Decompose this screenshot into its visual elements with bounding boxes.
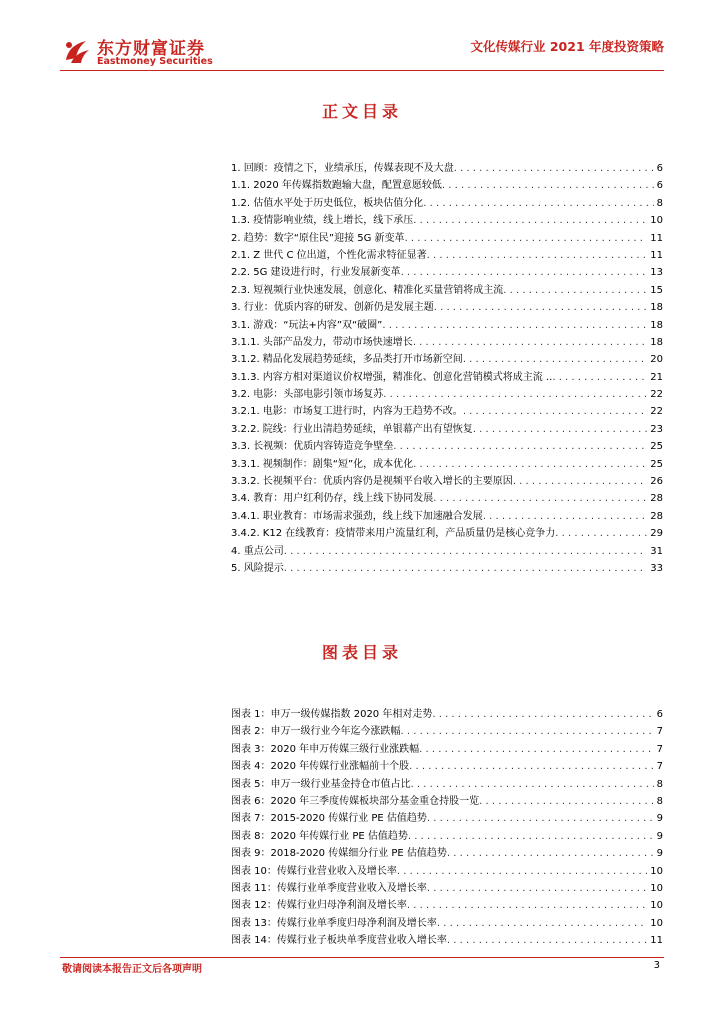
toc-entry[interactable] <box>231 334 663 351</box>
entry-page-number: 21 <box>650 371 663 383</box>
disclaimer-note: 敬请阅读本报告正文后各项声明 <box>62 964 202 975</box>
entry-label: 3.4. 教育：用户红利仍存，线上线下协同发展 <box>231 493 434 505</box>
figure-entry[interactable] <box>231 758 663 775</box>
entry-label: 2. 趋势：数字“原住民”迎接 5G 新变革 <box>231 232 405 244</box>
dot-leader <box>463 351 647 368</box>
figure-entry[interactable] <box>231 897 663 914</box>
page-number: 3 <box>653 960 660 971</box>
entry-page-number: 11 <box>650 935 663 947</box>
brand-name-en: Eastmoney Securities <box>97 56 213 67</box>
dot-leader <box>454 160 654 177</box>
figure-entry[interactable] <box>231 810 663 827</box>
dot-leader <box>284 543 648 560</box>
entry-page-number: 6 <box>656 180 663 192</box>
entry-label: 图表 3：2020 年申万传媒三级行业涨跌幅 <box>231 743 420 755</box>
entry-page-number: 18 <box>650 319 663 331</box>
dot-leader <box>447 932 647 949</box>
dot-leader <box>284 560 648 577</box>
report-title: 文化传媒行业 2021 年度投资策略 <box>470 39 664 54</box>
dot-leader <box>473 421 647 438</box>
entry-page-number: 31 <box>650 545 663 557</box>
dot-leader <box>479 793 653 810</box>
entry-label: 3.2. 电影：头部电影引领市场复苏 <box>231 389 384 401</box>
dot-leader <box>423 195 653 212</box>
entry-label: 图表 6：2020 年三季度传媒板块部分基金重仓持股一览 <box>231 795 480 807</box>
entry-page-number: 10 <box>650 917 663 929</box>
toc-entry[interactable] <box>231 386 663 403</box>
dot-leader <box>442 177 654 194</box>
figure-entry[interactable] <box>231 863 663 880</box>
entry-page-number: 13 <box>650 267 663 279</box>
entry-page-number: 8 <box>656 197 663 209</box>
toc-entry[interactable] <box>231 560 663 577</box>
entry-label: 图表 9：2018-2020 传媒细分行业 PE 估值趋势 <box>231 848 447 860</box>
entry-label: 3.1.1. 头部产品发力，带动市场快速增长 <box>231 336 413 348</box>
entry-label: 2.2. 5G 建设进行时，行业发展新变革 <box>231 267 401 279</box>
figure-entry[interactable] <box>231 932 663 949</box>
figures-list <box>231 706 663 949</box>
toc-entry[interactable] <box>231 473 663 490</box>
figure-entry[interactable] <box>231 776 663 793</box>
toc-entry[interactable] <box>231 351 663 368</box>
entry-page-number: 33 <box>650 562 663 574</box>
entry-page-number: 28 <box>650 510 663 522</box>
entry-label: 3.1.2. 精品化发展趋势延续，多品类打开市场新空间 <box>231 354 463 366</box>
entry-page-number: 9 <box>656 813 663 825</box>
entry-page-number: 18 <box>650 336 663 348</box>
dot-leader <box>408 828 654 845</box>
dot-leader <box>427 880 647 897</box>
brand-name-cn: 东方财富证券 <box>97 39 205 59</box>
entry-label: 图表 14：传媒行业子板块单季度营业收入增长率 <box>231 935 447 947</box>
dot-leader <box>413 456 647 473</box>
dot-leader <box>413 212 647 229</box>
entry-label: 图表 4：2020 年传媒行业涨幅前十个股 <box>231 761 410 773</box>
entry-page-number: 15 <box>650 284 663 296</box>
entry-page-number: 7 <box>656 726 663 738</box>
entry-label: 2.3. 短视频行业快速发展，创意化、精准化买量营销将成主流 <box>231 284 504 296</box>
entry-page-number: 22 <box>650 389 663 401</box>
entry-label: 3.4.2. K12 在线教育：疫情带来用户流量红利，产品质量仍是核心竞争力 <box>231 528 556 540</box>
eastmoney-logo-icon <box>62 36 92 66</box>
entry-page-number: 7 <box>656 761 663 773</box>
dot-leader <box>463 403 647 420</box>
entry-page-number: 10 <box>650 882 663 894</box>
entry-label: 4. 重点公司 <box>231 545 284 557</box>
toc-entry[interactable] <box>231 195 663 212</box>
dot-leader <box>427 247 648 264</box>
entry-label: 图表 8：2020 年传媒行业 PE 估值趋势 <box>231 830 408 842</box>
dot-leader <box>552 369 647 386</box>
entry-label: 图表 10：传媒行业营业收入及增长率 <box>231 865 397 877</box>
entry-label: 3.3.2. 长视频平台：优质内容仍是视频平台收入增长的主要原因 <box>231 476 513 488</box>
entry-page-number: 22 <box>650 406 663 418</box>
toc-entry[interactable] <box>231 160 663 177</box>
dot-leader <box>409 758 653 775</box>
entry-page-number: 25 <box>650 441 663 453</box>
dot-leader <box>393 438 647 455</box>
entry-label: 5. 风险提示 <box>231 562 284 574</box>
figures-title: 图表目录 <box>321 643 402 662</box>
figure-entry[interactable] <box>231 915 663 932</box>
entry-label: 图表 5：申万一级行业基金持仓市值占比 <box>231 778 411 790</box>
entry-page-number: 10 <box>650 900 663 912</box>
entry-label: 图表 13：传媒行业单季度归母净利润及增长率 <box>231 917 437 929</box>
figure-entry[interactable] <box>231 723 663 740</box>
entry-page-number: 6 <box>656 162 663 174</box>
figure-entry[interactable] <box>231 880 663 897</box>
entry-label: 3.1.3. 内容方相对渠道议价权增强，精准化、创意化营销模式将成主流 .. <box>231 371 553 383</box>
entry-label: 图表 2：申万一级行业今年迄今涨跌幅 <box>231 726 401 738</box>
entry-label: 1. 回顾：疫情之下，业绩承压，传媒表现不及大盘 <box>231 162 454 174</box>
toc-entry[interactable] <box>231 177 663 194</box>
entry-label: 图表 11：传媒行业单季度营业收入及增长率 <box>231 882 427 894</box>
entry-label: 1.3. 疫情影响业绩，线上增长，线下承压 <box>231 215 414 227</box>
toc-entry[interactable] <box>231 282 663 299</box>
entry-page-number: 8 <box>656 795 663 807</box>
toc-entry[interactable] <box>231 247 663 264</box>
toc-entry[interactable] <box>231 490 663 507</box>
entry-page-number: 9 <box>656 830 663 842</box>
entry-page-number: 26 <box>650 476 663 488</box>
dot-leader <box>419 741 653 758</box>
dot-leader <box>407 897 647 914</box>
toc-entry[interactable] <box>231 317 663 334</box>
entry-page-number: 11 <box>650 249 663 261</box>
dot-leader <box>483 508 647 525</box>
entry-label: 3.4.1. 职业教育：市场需求强劲，线上线下加速融合发展 <box>231 510 483 522</box>
dot-leader <box>401 264 648 281</box>
entry-page-number: 11 <box>650 232 663 244</box>
figure-entry[interactable] <box>231 741 663 758</box>
entry-page-number: 10 <box>650 215 663 227</box>
entry-page-number: 10 <box>650 865 663 877</box>
entry-label: 3.2.2. 院线：行业出清趋势延续，单银幕产出有望恢复 <box>231 423 473 435</box>
toc-entry[interactable] <box>231 421 663 438</box>
contents-list <box>231 160 663 577</box>
toc-entry[interactable] <box>231 264 663 281</box>
entry-label: 3.1. 游戏：“玩法+内容”双“破圈” <box>231 319 383 331</box>
dot-leader <box>434 299 648 316</box>
toc-entry[interactable] <box>231 525 663 542</box>
toc-entry[interactable] <box>231 508 663 525</box>
dot-leader <box>411 776 654 793</box>
entry-label: 1.2. 估值水平处于历史低位，板块估值分化 <box>231 197 424 209</box>
entry-page-number: 28 <box>650 493 663 505</box>
figure-entry[interactable] <box>231 706 663 723</box>
contents-title: 正文目录 <box>321 102 402 121</box>
entry-page-number: 8 <box>656 778 663 790</box>
entry-page-number: 6 <box>656 708 663 720</box>
entry-label: 3.3. 长视频：优质内容铸造竞争壁垒 <box>231 441 394 453</box>
toc-entry[interactable] <box>231 369 663 386</box>
entry-label: 1.1. 2020 年传媒指数跑输大盘，配置意愿较低 <box>231 180 442 192</box>
header-divider <box>60 70 664 71</box>
toc-entry[interactable] <box>231 543 663 560</box>
entry-page-number: 7 <box>656 743 663 755</box>
dot-leader <box>382 317 647 334</box>
entry-page-number: 20 <box>650 354 663 366</box>
toc-entry[interactable] <box>231 438 663 455</box>
dot-leader <box>503 282 647 299</box>
entry-label: 3. 行业：优质内容的研发、创新仍是发展主题 <box>231 302 434 314</box>
entry-label: 图表 12：传媒行业归母净利润及增长率 <box>231 900 407 912</box>
dot-leader <box>401 723 654 740</box>
dot-leader <box>433 490 647 507</box>
footer-divider <box>60 957 664 958</box>
entry-page-number: 25 <box>650 458 663 470</box>
dot-leader <box>383 386 647 403</box>
entry-label: 图表 7：2015-2020 传媒行业 PE 估值趋势 <box>231 813 427 825</box>
entry-label: 3.2.1. 电影：市场复工进行时，内容为王趋势不改。 <box>231 406 463 418</box>
dot-leader <box>397 863 647 880</box>
dot-leader <box>427 810 654 827</box>
figure-entry[interactable] <box>231 845 663 862</box>
toc-entry[interactable] <box>231 212 663 229</box>
toc-entry[interactable] <box>231 230 663 247</box>
entry-label: 3.3.1. 视频制作：剧集“短”化，成本优化 <box>231 458 414 470</box>
entry-page-number: 23 <box>650 423 663 435</box>
entry-label: 图表 1：申万一级传媒指数 2020 年相对走势 <box>231 708 433 720</box>
entry-page-number: 18 <box>650 302 663 314</box>
dot-leader <box>405 230 648 247</box>
dot-leader <box>432 706 653 723</box>
dot-leader <box>437 915 647 932</box>
entry-page-number: 9 <box>656 848 663 860</box>
dot-leader <box>555 525 647 542</box>
dot-leader <box>447 845 654 862</box>
page-header <box>0 0 724 74</box>
toc-entry[interactable] <box>231 403 663 420</box>
entry-page-number: 29 <box>650 528 663 540</box>
toc-entry[interactable] <box>231 299 663 316</box>
figure-entry[interactable] <box>231 828 663 845</box>
dot-leader <box>513 473 647 490</box>
figure-entry[interactable] <box>231 793 663 810</box>
toc-entry[interactable] <box>231 456 663 473</box>
entry-label: 2.1. Z 世代 C 位出道，个性化需求特征显著 <box>231 249 427 261</box>
dot-leader <box>413 334 647 351</box>
